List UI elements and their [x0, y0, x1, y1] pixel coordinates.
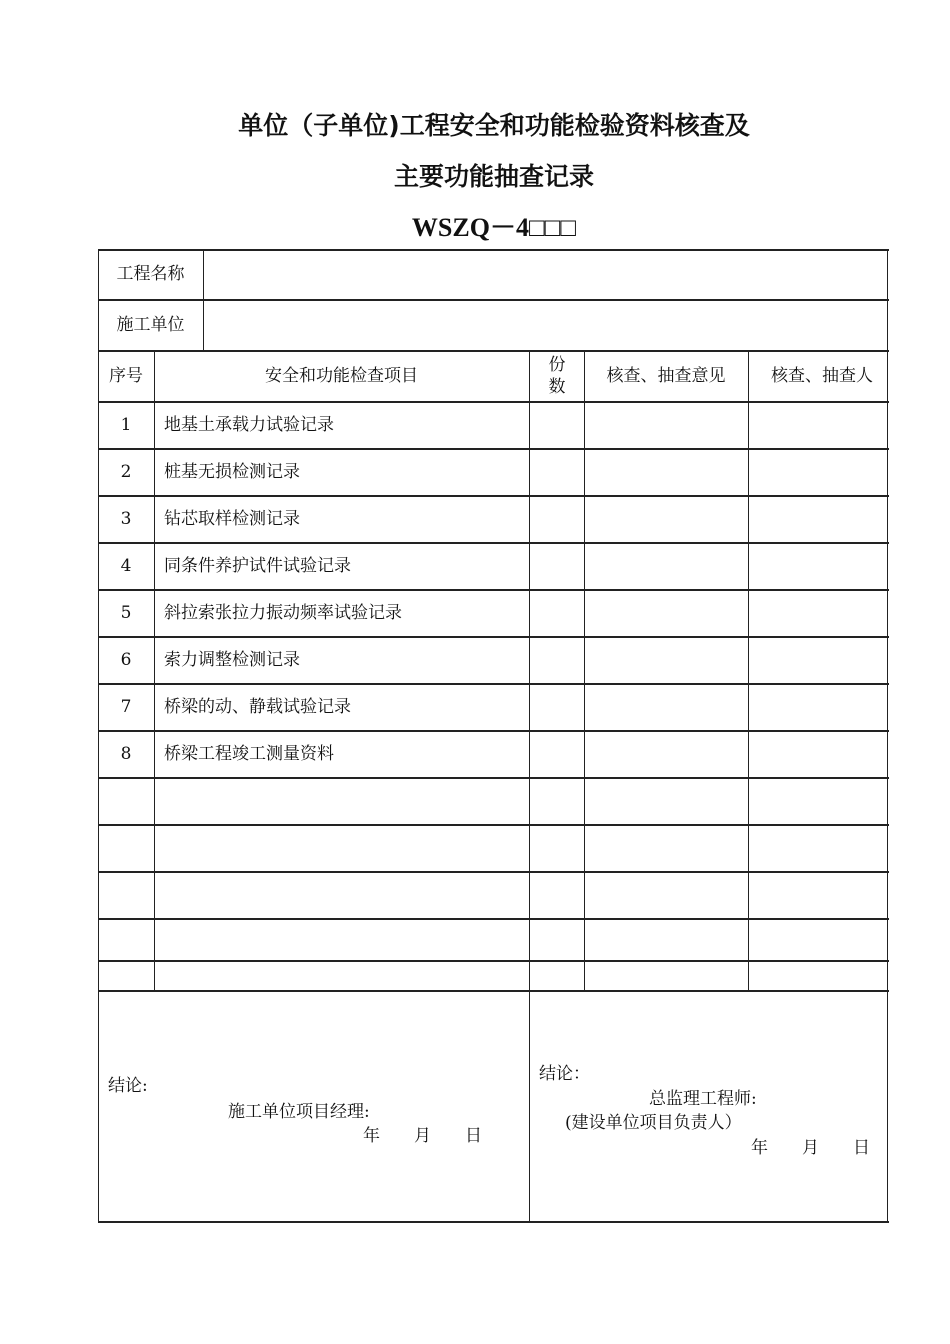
row-no: 5: [120, 602, 132, 623]
project-name-field[interactable]: [203, 249, 887, 299]
chief-supervisor-signature: 总监理工程师:: [649, 1089, 757, 1109]
row-no: 4: [120, 555, 132, 576]
contractor-label: 施工单位: [116, 314, 185, 335]
contractor-field[interactable]: [203, 299, 887, 350]
right-date: 年 月 日: [751, 1138, 870, 1158]
row-item: 桩基无损检测记录: [164, 461, 300, 482]
row-item: 索力调整检测记录: [164, 649, 300, 670]
row-item: 桥梁的动、静载试验记录: [164, 696, 351, 717]
header-item: 安全和功能检查项目: [265, 365, 418, 386]
inspection-table: [98, 249, 889, 1223]
header-checker: 核查、抽查人: [771, 365, 873, 386]
title-line-2: 主要功能抽查记录: [393, 162, 594, 191]
left-date: 年 月 日: [363, 1126, 482, 1146]
header-opinion: 核查、抽查意见: [606, 365, 726, 386]
row-no: 7: [120, 696, 132, 717]
header-copies: 份数: [548, 354, 566, 397]
row-no: 2: [120, 461, 132, 482]
row-item: 斜拉索张拉力振动频率试验记录: [164, 602, 402, 623]
owner-representative-note: (建设单位项目负责人）: [565, 1113, 742, 1133]
row-item: 桥梁工程竣工测量资料: [164, 743, 334, 764]
form-code: WSZQ－4□□□: [411, 213, 577, 242]
row-no: 6: [120, 649, 132, 670]
row-item: 钻芯取样检测记录: [164, 508, 300, 529]
row-no: 8: [120, 743, 132, 764]
title-line-1: 单位（子单位)工程安全和功能检验资料核查及: [238, 111, 750, 140]
header-no: 序号: [109, 365, 143, 386]
row-no: 3: [120, 508, 132, 529]
row-item: 同条件养护试件试验记录: [164, 555, 351, 576]
right-conclusion-label: 结论：: [539, 1064, 590, 1084]
project-name-label: 工程名称: [116, 264, 185, 284]
left-conclusion-label: 结论:: [108, 1076, 148, 1096]
row-item: 地基土承载力试验记录: [164, 414, 334, 435]
row-no: 1: [120, 414, 132, 435]
contractor-manager-signature: 施工单位项目经理:: [228, 1102, 370, 1122]
